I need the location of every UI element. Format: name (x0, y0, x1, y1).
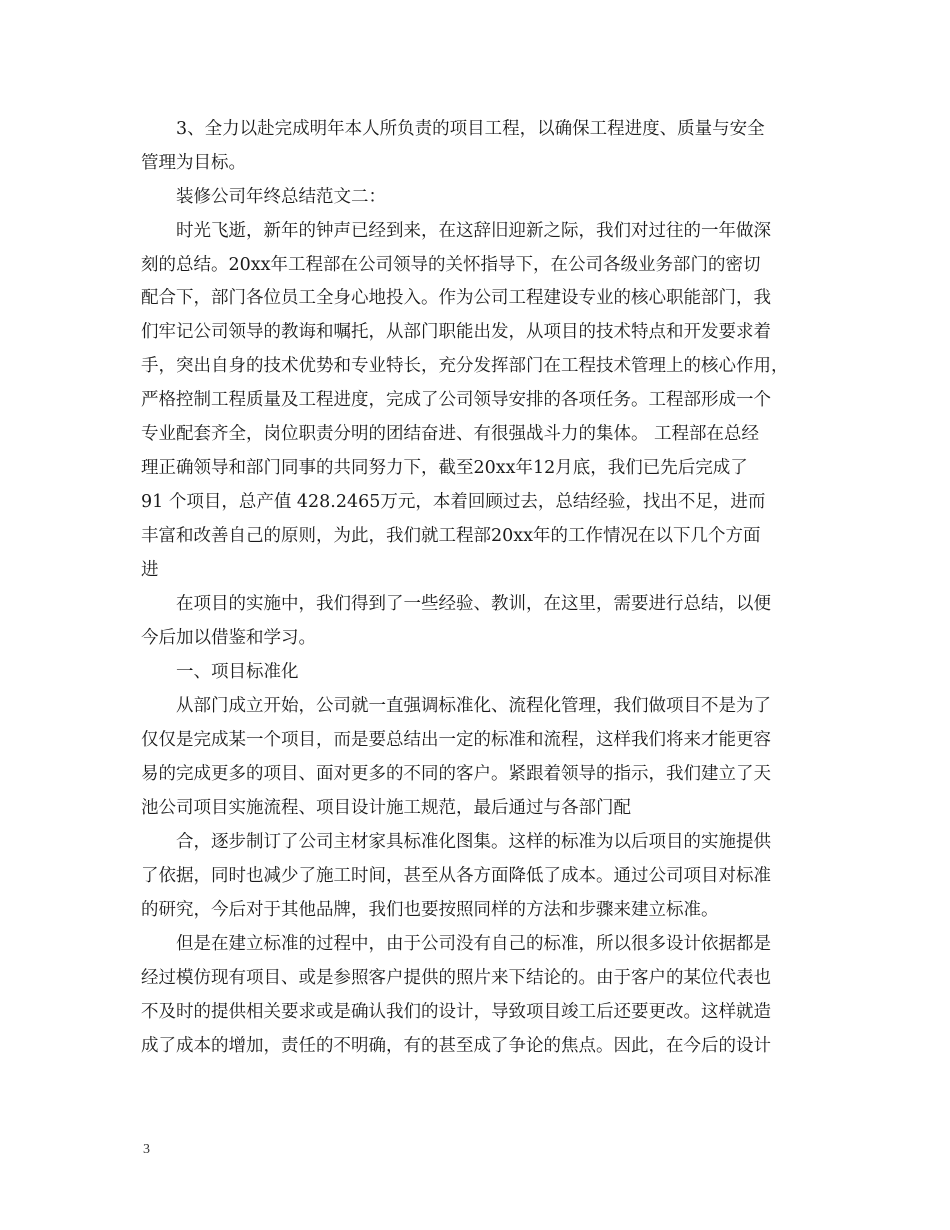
paragraph-line: 时光飞逝，新年的钟声已经到来，在这辞旧迎新之际，我们对过往的一年做深 (176, 221, 771, 241)
paragraph-line: 配合下，部门各位员工全身心地投入。作为公司工程建设专业的核心职能部门，我 (141, 288, 771, 308)
paragraph-line: 进 (141, 560, 159, 580)
paragraph-line: 仅仅是完成某一个项目，而是要总结出一定的标准和流程，这样我们将来才能更容 (141, 730, 771, 750)
paragraph-line: 在项目的实施中，我们得到了一些经验、教训，在这里，需要进行总结，以便 (176, 594, 771, 614)
paragraph-line: 不及时的提供相关要求或是确认我们的设计，导致项目竣工后还要更改。这样就造 (141, 1002, 771, 1022)
paragraph-line: 易的完成更多的项目、面对更多的不同的客户。紧跟着领导的指示，我们建立了天 (141, 764, 771, 784)
paragraph-line: 成了成本的增加，责任的不明确，有的甚至成了争论的焦点。因此，在今后的设计 (141, 1036, 771, 1056)
paragraph-line: 了依据，同时也减少了施工时间，甚至从各方面降低了成本。通过公司项目对标准 (141, 866, 771, 886)
paragraph-line: 管理为目标。 (141, 153, 246, 173)
paragraph-line: 们牢记公司领导的教诲和嘱托，从部门职能出发，从项目的技术特点和开发要求着 (141, 322, 771, 342)
section-heading: 一、项目标准化 (176, 662, 299, 682)
paragraph-line: 手，突出自身的技术优势和专业特长，充分发挥部门在工程技术管理上的核心作用， (141, 356, 789, 376)
paragraph-line: 理正确领导和部门同事的共同努力下，截至20xx年12月底，我们已先后完成了 (141, 458, 748, 478)
paragraph-line: 专业配套齐全，岗位职责分明的团结奋进、有很强战斗力的集体。 工程部在总经 (141, 424, 760, 444)
paragraph-line: 的研究，今后对于其他品牌，我们也要按照同样的方法和步骤来建立标准。 (141, 900, 719, 920)
paragraph-line: 合，逐步制订了公司主材家具标准化图集。这样的标准为以后项目的实施提供 (176, 832, 771, 852)
paragraph-line: 91 个项目，总产值 428.2465万元，本着回顾过去，总结经验，找出不足，进而 (141, 492, 766, 512)
paragraph-line: 丰富和改善自己的原则，为此，我们就工程部20xx年的工作情况在以下几个方面 (141, 526, 761, 546)
page-number: 3 (143, 1142, 150, 1157)
paragraph-line: 3、全力以赴完成明年本人所负责的项目工程，以确保工程进度、质量与安全 (176, 119, 765, 139)
paragraph-line: 池公司项目实施流程、项目设计施工规范，最后通过与各部门配 (141, 798, 631, 818)
paragraph-line: 今后加以借鉴和学习。 (141, 628, 316, 648)
paragraph-line: 刻的总结。20xx年工程部在公司领导的关怀指导下，在公司各级业务部门的密切 (141, 255, 761, 275)
paragraph-line: 但是在建立标准的过程中，由于公司没有自己的标准，所以很多设计依据都是 (176, 934, 771, 954)
paragraph-line: 严格控制工程质量及工程进度，完成了公司领导安排的各项任务。工程部形成一个 (141, 390, 771, 410)
section-title: 装修公司年终总结范文二： (176, 187, 386, 207)
paragraph-line: 经过模仿现有项目、或是参照客户提供的照片来下结论的。由于客户的某位代表也 (141, 968, 771, 988)
paragraph-line: 从部门成立开始，公司就一直强调标准化、流程化管理，我们做项目不是为了 (176, 696, 771, 716)
